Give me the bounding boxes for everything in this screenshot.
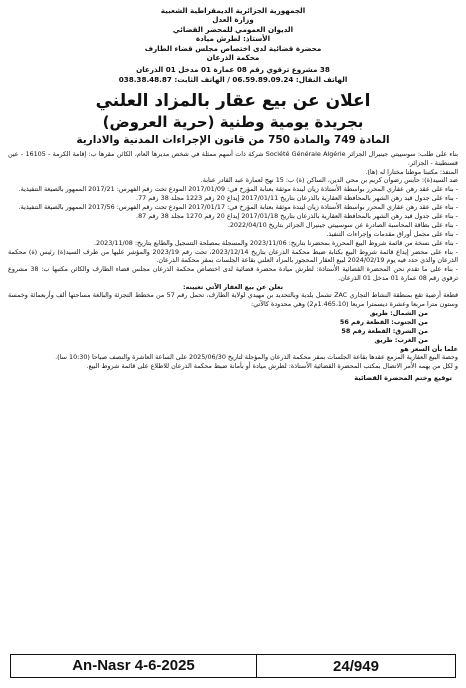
header-court: محكمة الذرعان [206,53,260,63]
paragraph-executor: المنفذ: مكتبنا موطنا مختارا له (ها). [365,167,458,176]
notice-body [8,150,458,382]
header-office: الديوان العمومي للمحضر القضائي [172,24,294,34]
header-ministry: وزارة العدل [212,15,254,25]
boundary-west: من الغرب: طريق [374,335,428,344]
header-bailiff: الأستاذ: لطرش ميادة [195,34,271,44]
signature-line: توقيع وختم المحضرة القضائية [354,373,452,382]
boundary-east: من الشرق: القطعة رقم 58 [341,326,428,335]
notice-subtitle: بجريدة يومية وطنية (حرية العروض) [102,113,364,132]
ad-number: 24/949 [333,657,379,675]
legal-notice-page [8,6,458,646]
header-address: 38 مشروع ترقوي رقم 08 عمارة 01 مدخل 01 الذرعان [136,65,330,75]
notice-title: اعلان عن بيع عقار بالمزاد العلني [95,91,371,112]
paragraph-debtor: ضد السيد(ة): حابس رضوان كريم بن محي الدين، الساكن (ة) ب: 15 نهج لعمارة عبد القادر عنابة. [200,176,458,185]
header-phones: الهاتف النقال: 06.59.89.09.24 / الهاتف الثابت: 038.38.48.87 [118,74,348,84]
paragraph-conditions: - بناء على نسخة من قائمة شروط البيع المحررة بمحضرنا بتاريخ: 2023/11/06 والمسجلة بمصلحة التسجيل والطابع بتاريخ: 2023/11/08. [93,239,458,248]
paragraph-property: قطعة أرضية تقع بمنطقة النشاط التجاري ZAC تشمل بلدية وبالتحديد بن مهيدي لولاية الطارف، تحمل رقم 57 من مخطط التجزئة والبالغة مساحتها ألف وأربعمائة وخمسة وستون مترا مربعا وعشرة ديسمترا مربعا (1.465،10م2) وهي محدودة كالآتي: [8,291,458,308]
paragraph-announcement: نعلن عن بيع العقار الآتي تعيينه: [183,282,283,291]
paragraph-procedures: - بناء على مجمل أوراق مقدمات وإجراءات التنفيذ. [326,230,458,239]
paragraph-price: علما بأن السعر هو [400,344,458,353]
boundary-south: من الجنوب: القطعة رقم 56 [339,317,428,326]
paragraph-contact: و لكل من يهمه الأمر الاتصال بمكتب المحضرة القضائية الأستاذة: لطرش ميادة أو بأمانة ضبط محكمة الذرعان للاطلاع على قائمة شروط البيع. [86,362,458,371]
header-jurisdiction: محضرة قضائية لدى اختصاص مجلس قضاء الطارف [144,43,322,53]
paragraph-bailiff: - بناء على ما تقدم نحن المحضرة القضائية الأستاذة: لطرش ميادة محضرة قضائية لدى اختصاص محكمة الذرعان مجلس قضاء الطارف والكائن مكتبها ب: 38 مشروع ترقوي رقم 08 عمارة 01 مدخل 01 الذرعان. [8,265,458,282]
header-republic: الجمهورية الجزائرية الديمقراطية الشعبية [160,6,306,15]
paragraph-mortgage-1: - بناء على عقد رهن عقاري المحرر بواسطة الأستاذة زيان ليندة موثقة بعنابة المؤرخ في: 2017/01/09 المودع تحت رقم الفهرس: 2017/21 الممهور بالصيغة التنفيذية. [18,185,458,194]
paragraph-registration-1: - بناء على جدول قيد رهن الشهر بالمحافظة العقارية بالذرعان بتاريخ 2017/01/11 إيداع 20 رقم 1223 مجلد 38 رقم 77. [136,194,458,203]
paragraph-requester: بناء على طلب: سوسييتي جينيرال الجزائر Société Générale Algérie شركة ذات أسهم ممثلة في شخص مديرها العام، الكائن مقرها ب: إقامة الكرمة - 16105 - عين قسنطينة - الجزائر. [8,150,458,167]
paragraph-registration-2: - بناء على جدول قيد رهن الشهر بالمحافظة العقارية بالذرعان بتاريخ 2017/01/18 إيداع 20 رقم 1270 مجلد 38 رقم 87. [136,212,458,221]
boundary-north: من الشمال: طريق [369,308,428,317]
paragraph-mortgage-2: - بناء على عقد رهن عقاري المحرر بواسطة الأستاذة زيان ليندة موثقة بعنابة المؤرخ في: 2017/01/17 المودع تحت رقم الفهرس: 2017/56 الممهور بالصيغة التنفيذية. [18,203,458,212]
newspaper-date: An-Nasr 4-6-2025 [11,655,257,677]
legal-reference: المادة 749 والمادة 750 من قانون الإجراءات المدنية والادارية [76,134,390,147]
paragraph-session: وحصة البيع العقارية المزمع عقدها بقاعة الجلسات بمقر محكمة الذرعان والمؤجلة لتاريخ 2025/06/30 على الساعة العاشرة والنصف صباحا (10:30 سا). [55,353,458,362]
paragraph-accounting: - بناء على بطاقة المحاسبة الصادرة عن سوسييتي جينيرال الجزائر بتاريخ 2022/04/10. [227,221,458,230]
paragraph-deposit: - بناء على محضر إيداع قائمة شروط البيع بكتابة ضبط محكمة الذرعان بتاريخ 2023/12/14، تحت رقم 2023/19 والمؤشر عليها من طرف السيد(ة) رئيس (ة) محكمة الذرعان والذي حدد فيه يوم 2024/02/19 لبيع العقار المحجوز بالمزاد العلني بقاعة الجلسات بمقر محكمة الذرعان. [8,247,458,265]
document-header [8,6,458,84]
newspaper-footer [10,654,456,678]
